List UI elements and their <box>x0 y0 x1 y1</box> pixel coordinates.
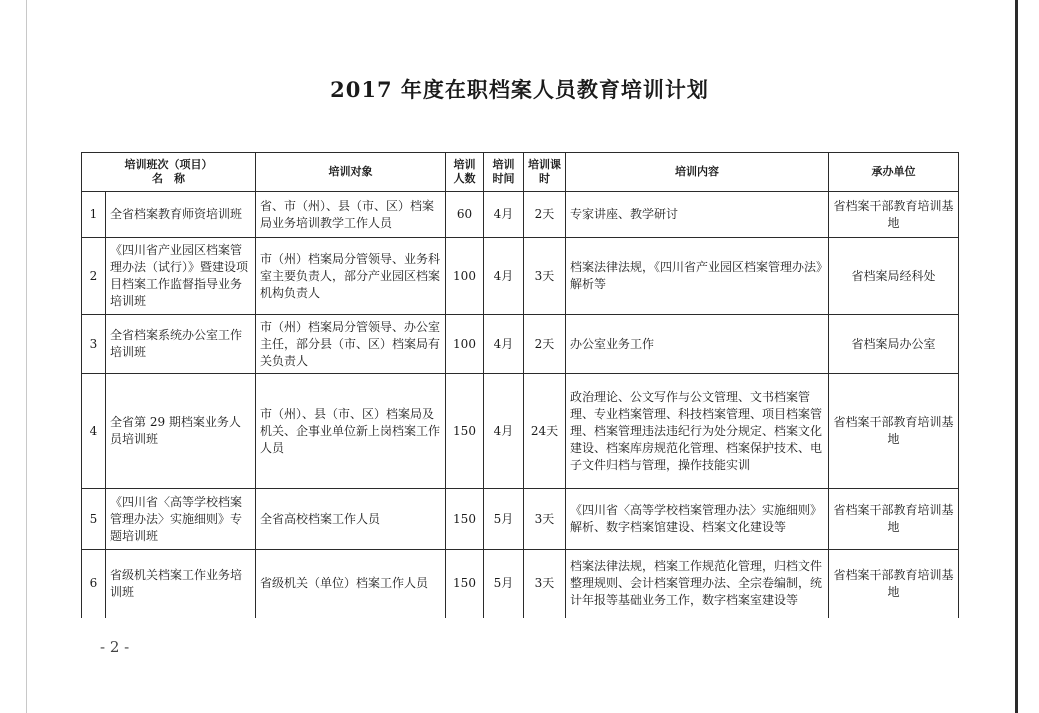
table-row <box>82 238 959 315</box>
row-time: 4月 <box>484 238 524 315</box>
row-hours: 2天 <box>524 315 566 374</box>
row-hours: 24天 <box>524 374 566 489</box>
row-content: 政治理论、公文写作与公文管理、文书档案管理、专业档案管理、科技档案管理、项目档案管理、档案管理违法违纪行为处分规定、档案文化建设、档案库房规范化管理、档案保护技术、电子文件归档与管理，操作技能实训 <box>566 374 829 489</box>
header-content: 培训内容 <box>566 153 829 192</box>
row-organizer: 省档案干部教育培训基地 <box>829 550 959 618</box>
row-count: 100 <box>446 238 484 315</box>
row-content: 档案法律法规，《四川省产业园区档案管理办法》解析等 <box>566 238 829 315</box>
row-content: 档案法律法规，档案工作规范化管理，归档文件整理规则、会计档案管理办法、全宗卷编制，统计年报等基础业务工作，数字档案室建设等 <box>566 550 829 618</box>
row-content: 《四川省〈高等学校档案管理办法〉实施细则》解析、数字档案馆建设、档案文化建设等 <box>566 489 829 550</box>
row-count: 150 <box>446 374 484 489</box>
row-target: 省、市（州）、县（市、区）档案局业务培训教学工作人员 <box>256 192 446 238</box>
row-number: 3 <box>82 315 106 374</box>
row-time: 5月 <box>484 550 524 618</box>
row-target: 省级机关（单位）档案工作人员 <box>256 550 446 618</box>
row-hours: 3天 <box>524 550 566 618</box>
header-count: 培训人数 <box>446 153 484 192</box>
row-count: 60 <box>446 192 484 238</box>
page-left-border <box>26 0 27 713</box>
row-target: 全省高校档案工作人员 <box>256 489 446 550</box>
table-row <box>82 315 959 374</box>
row-count: 100 <box>446 315 484 374</box>
row-name: 全省档案系统办公室工作培训班 <box>106 315 256 374</box>
table-row <box>82 192 959 238</box>
header-time: 培训时间 <box>484 153 524 192</box>
header-name-line1: 培训班次（项目） <box>124 158 213 171</box>
row-hours: 3天 <box>524 489 566 550</box>
page-number: - 2 - <box>100 638 130 656</box>
row-number: 2 <box>82 238 106 315</box>
table-row <box>82 550 959 618</box>
table-row <box>82 374 959 489</box>
row-organizer: 省档案局办公室 <box>829 315 959 374</box>
row-name: 全省第 29 期档案业务人员培训班 <box>106 374 256 489</box>
header-name <box>82 153 256 192</box>
table-header-row <box>82 153 959 192</box>
row-hours: 3天 <box>524 238 566 315</box>
row-number: 5 <box>82 489 106 550</box>
row-time: 4月 <box>484 374 524 489</box>
page-right-border <box>1015 0 1018 713</box>
row-time: 5月 <box>484 489 524 550</box>
row-number: 4 <box>82 374 106 489</box>
row-count: 150 <box>446 489 484 550</box>
row-time: 4月 <box>484 315 524 374</box>
row-organizer: 省档案干部教育培训基地 <box>829 192 959 238</box>
row-organizer: 省档案干部教育培训基地 <box>829 489 959 550</box>
row-target: 市（州）档案局分管领导、办公室主任，部分县（市、区）档案局有关负责人 <box>256 315 446 374</box>
header-target: 培训对象 <box>256 153 446 192</box>
row-hours: 2天 <box>524 192 566 238</box>
row-name: 省级机关档案工作业务培训班 <box>106 550 256 618</box>
row-number: 6 <box>82 550 106 618</box>
row-time: 4月 <box>484 192 524 238</box>
header-name-line2: 名 称 <box>152 172 185 185</box>
document-title: 2017 年度在职档案人员教育培训计划 <box>330 77 709 102</box>
row-name: 《四川省产业园区档案管理办法（试行）》暨建设项目档案工作监督指导业务培训班 <box>106 238 256 315</box>
row-number: 1 <box>82 192 106 238</box>
training-plan-table <box>81 152 959 618</box>
row-target: 市（州）、县（市、区）档案局及机关、企事业单位新上岗档案工作人员 <box>256 374 446 489</box>
header-hours: 培训课时 <box>524 153 566 192</box>
row-organizer: 省档案干部教育培训基地 <box>829 374 959 489</box>
row-content: 办公室业务工作 <box>566 315 829 374</box>
table-row <box>82 489 959 550</box>
row-target: 市（州）档案局分管领导、业务科室主要负责人，部分产业园区档案机构负责人 <box>256 238 446 315</box>
row-name: 全省档案教育师资培训班 <box>106 192 256 238</box>
row-organizer: 省档案局经科处 <box>829 238 959 315</box>
row-name: 《四川省〈高等学校档案管理办法〉实施细则》专题培训班 <box>106 489 256 550</box>
row-count: 150 <box>446 550 484 618</box>
header-organizer: 承办单位 <box>829 153 959 192</box>
row-content: 专家讲座、教学研讨 <box>566 192 829 238</box>
